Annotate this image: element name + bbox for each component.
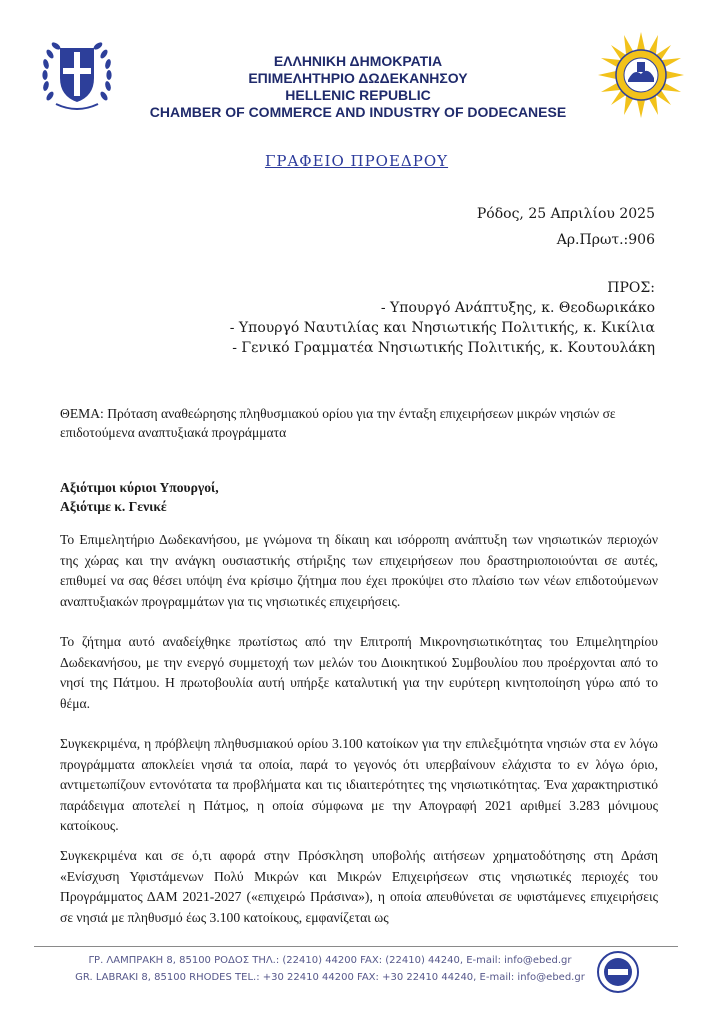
recipient-item: - Υπουργό Ανάπτυξης, κ. Θεοδωρικάκο — [380, 300, 655, 316]
letter-date: Ρόδος, 25 Απριλίου 2025 — [476, 206, 655, 222]
header-line-2: ΕΠΙΜΕΛΗΤΗΡΙΟ ΔΩΔΕΚΑΝΗΣΟΥ — [248, 70, 468, 86]
body-paragraph: Συγκεκριμένα και σε ό,τι αφορά στην Πρόσκληση υποβολής αιτήσεων χρηματοδότησης στη Δράση «Ενίσχυση Υφιστάμενων Πολύ Μικρών και Μικρών Επιχειρήσεων στις νησιωτικές περιοχές του Προγράμματος ΔΑΜ 2021-2027 («επιχειρώ Πράσινα»), η οποία απευθύνεται σε υφιστάμενες επιχειρήσεις σε νησιά με πληθυσμό έως 3.100 κατοίκους, εμφανίζεται ως — [60, 848, 658, 925]
protocol-number: Αρ.Πρωτ.:906 — [556, 232, 655, 248]
body-paragraph: Το ζήτημα αυτό αναδείχθηκε πρωτίστως από την Επιτροπή Μικρονησιωτικότητας του Επιμελητηρίου Δωδεκανήσου, με την ενεργό συμμετοχή των μελών του Διοικητικού Συμβουλίου που προέρχονται από το νησί της Πάτμου. Η πρωτοβουλία αυτή υπήρξε καταλυτική για την ευρύτερη κινητοποίηση γύρω από το θέμα. — [60, 634, 658, 711]
footer-address-greek: ΓΡ. ΛΑΜΠΡΑΚΗ 8, 85100 ΡΟΔΟΣ ΤΗΛ.: (22410) 44200 FAX: (22410) 44240, E-mail: info@ebed.gr — [88, 955, 572, 966]
greek-coat-of-arms-logo — [36, 34, 118, 116]
salutation-line: Αξιότιμοι κύριοι Υπουργοί, — [60, 480, 219, 495]
header-line-4: CHAMBER OF COMMERCE AND INDUSTRY OF DODECANESE — [149, 104, 567, 120]
recipient-item: - Υπουργό Ναυτιλίας και Νησιωτικής Πολιτικής, κ. Κικίλια — [229, 320, 655, 336]
recipients-label: ΠΡΟΣ: — [607, 280, 655, 296]
footer-divider — [34, 946, 678, 947]
header-line-3: HELLENIC REPUBLIC — [285, 87, 431, 103]
header-line-1: ΕΛΛΗΝΙΚΗ ΔΗΜΟΚΡΑΤΙΑ — [273, 53, 443, 69]
salutation — [60, 478, 219, 516]
certification-badge-icon — [596, 950, 640, 994]
letter-subject: ΘΕΜΑ: Πρόταση αναθεώρησης πληθυσμιακού ορίου για την ένταξη επιχειρήσεων μικρών νησιών σε επιδοτούμενα αναπτυξιακά προγράμματα — [60, 406, 616, 440]
chamber-sun-emblem-logo — [596, 30, 686, 120]
body-paragraph: Συγκεκριμένα, η πρόβλεψη πληθυσμιακού ορίου 3.100 κατοίκων για την επιλεξιμότητα νησιών στα εν λόγω προγράμματα αποκλείει νησιά τα οποία, παρά το γεγονός ότι υπερβαίνουν ελάχιστα το εν λόγω όριο, αντιμετωπίζουν εντονότατα τα προβλήματα και τις ιδιαιτερότητες της νησιωτικότητας. Ένα χαρακτηριστικό παράδειγμα αποτελεί η Πάτμος, η οποία σύμφωνα με την Απογραφή 2021 αριθμεί 3.283 μόνιμους κατοίκους. — [60, 736, 658, 833]
salutation-line: Αξιότιμε κ. Γενικέ — [60, 499, 167, 514]
office-title: ΓΡΑΦΕΙΟ ΠΡΟΕΔΡΟΥ — [264, 152, 449, 170]
recipient-item: - Γενικό Γραμματέα Νησιωτικής Πολιτικής, κ. Κουτουλάκη — [232, 340, 655, 356]
body-paragraph: Το Επιμελητήριο Δωδεκανήσου, με γνώμονα τη δίκαιη και ισόρροπη ανάπτυξη των νησιωτικών περιοχών της χώρας και την ανάγκη ουσιαστικής στήριξης των επιχειρήσεων που δραστηριοποιούνται σε αυτές, επιθυμεί να σας θέσει υπόψη ένα κρίσιμο ζήτημα που έχει προκύψει στο πλαίσιο των νέων επιδοτούμενων αναπτυξιακών προγραμμάτων για τις νησιωτικές επιχειρήσεις. — [60, 532, 658, 609]
footer-address-english: GR. LABRAKI 8, 85100 RHODES TEL.: +30 22410 44200 FAX: +30 22410 44240, E-mail: info@ebed.gr — [75, 972, 585, 983]
